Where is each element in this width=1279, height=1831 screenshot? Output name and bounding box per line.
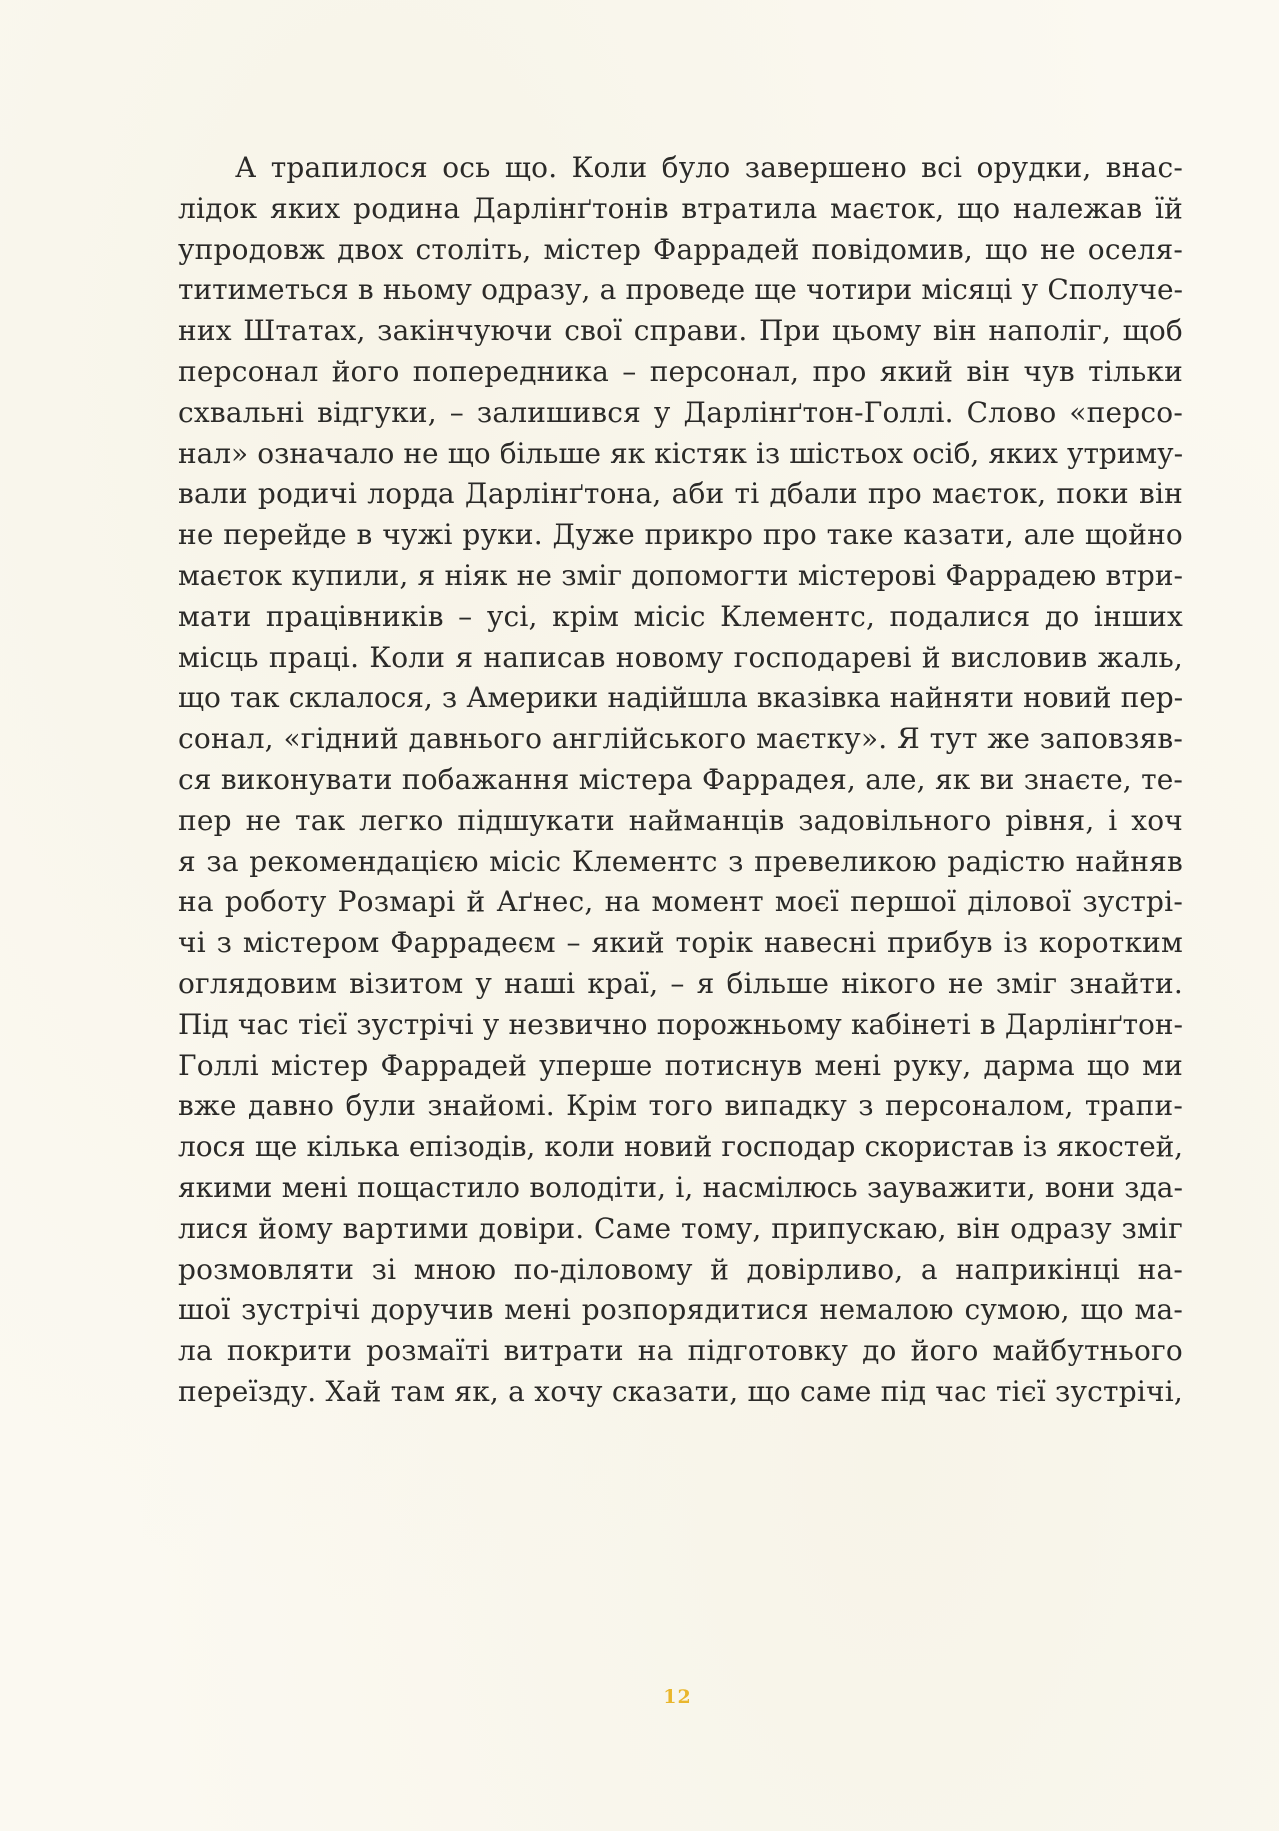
text-line: лідок яких родина Дарлінґтонів втратила маєток, що належав їй [178,191,1183,225]
text-line: на роботу Розмарі й Аґнес, на момент моєї першої ділової зустрі- [178,885,1183,919]
text-line: ла покрити розмаїті витрати на підготовку до його майбутнього [178,1334,1183,1368]
text-line: переїзду. Хай там як, а хочу сказати, що саме під час тієї зустрічі, [178,1374,1183,1408]
body-paragraph [178,148,1183,1413]
text-line: лися йому вартими довіри. Саме тому, припускаю, він одразу зміг [178,1211,1183,1245]
text-line: А трапилося ось що. Коли було завершено всі орудки, внас- [235,151,1183,184]
text-line: Голлі містер Фаррадей уперше потиснув мені руку, дарма що ми [178,1048,1183,1082]
text-line: персонал його попередника – персонал, про який він чув тільки [178,354,1183,388]
text-line: місць праці. Коли я написав новому господареві й висловив жаль, [178,640,1183,674]
page-number: 12 [663,1686,692,1708]
text-line: пер не так легко підшукати найманців задовільного рівня, і хоч [178,803,1183,837]
text-line: що так склалося, з Америки надійшла вказівка найняти новий пер- [178,681,1183,715]
text-line: я за рекомендацією місіс Клементс з превеликою радістю найняв [178,844,1183,878]
text-line: маєток купили, я ніяк не зміг допомогти містерові Фаррадею втри- [178,558,1183,592]
text-line: розмовляти зі мною по-діловому й довірливо, а наприкінці на- [178,1252,1183,1286]
text-line: оглядовим візитом у наші краї, – я більше нікого не зміг знайти. [178,966,1183,1000]
text-line: них Штатах, закінчуючи свої справи. При цьому він наполіг, щоб [178,314,1183,348]
text-line: лося ще кілька епізодів, коли новий господар скористав із якостей, [178,1130,1183,1164]
text-line: схвальні відгуки, – залишився у Дарлінґтон-Голлі. Слово «персо- [178,395,1183,429]
text-line: вже давно були знайомі. Крім того випадку з персоналом, трапи- [178,1089,1183,1123]
text-line: титиметься в ньому одразу, а проведе ще чотири місяці у Сполуче- [178,273,1183,307]
text-line: ся виконувати побажання містера Фаррадея, але, як ви знаєте, те- [178,762,1183,796]
text-line: чі з містером Фаррадеєм – який торік навесні прибув із коротким [178,926,1183,960]
text-line: мати працівників – усі, крім місіс Клементс, подалися до інших [178,599,1183,633]
text-line: вали родичі лорда Дарлінґтона, аби ті дбали про маєток, поки він [178,477,1183,511]
text-line: сонал, «гідний давнього англійського маєтку». Я тут же заповзяв- [178,722,1183,756]
text-line: упродовж двох століть, містер Фаррадей повідомив, що не оселя- [178,232,1183,266]
text-line: якими мені пощастило володіти, і, насмілюсь зауважити, вони зда- [178,1170,1183,1204]
text-line: не перейде в чужі руки. Дуже прикро про таке казати, але щойно [178,518,1183,552]
text-line: шої зустрічі доручив мені розпорядитися немалою сумою, що ма- [178,1293,1183,1327]
text-line: Під час тієї зустрічі у незвично порожньому кабінеті в Дарлінґтон- [178,1007,1183,1041]
text-line: нал» означало не що більше як кістяк із шістьох осіб, яких утриму- [178,436,1183,470]
